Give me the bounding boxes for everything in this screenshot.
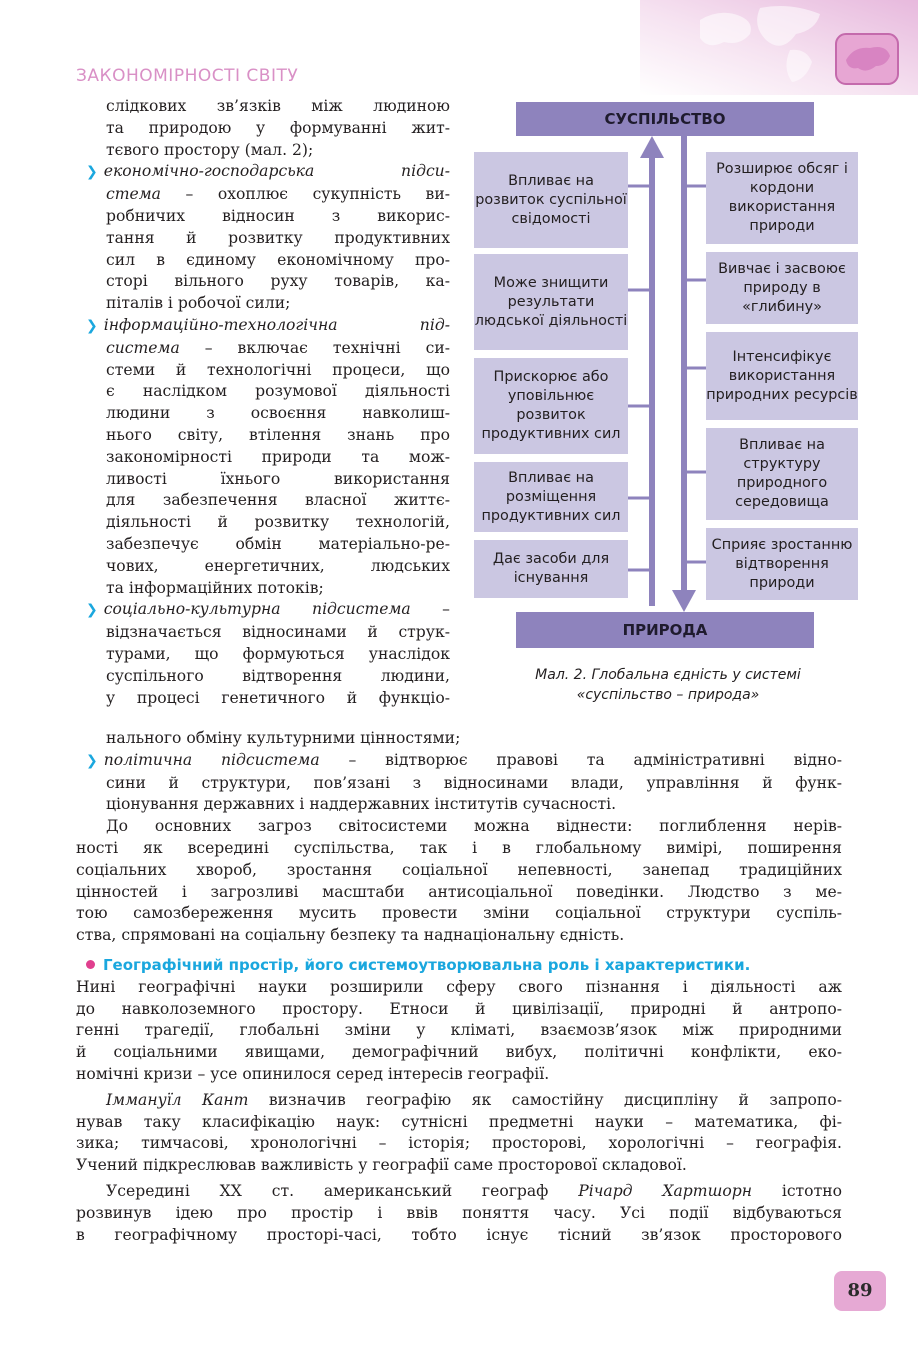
info-line: для забезпечення власної життє- (106, 491, 450, 510)
economic-term: економічно-господарська підси- (103, 162, 450, 181)
threats-line: цінностей і загрозливі масштаби антисоціальної поведінки. Людство з ме- (76, 882, 842, 901)
intro-line: тєвого простору (мал. 2); (106, 140, 314, 159)
corner-decoration (640, 0, 918, 95)
social-term: соціально-культурна підсистема (103, 600, 411, 619)
geo-line: й соціальними явищами, демографічний вибух, політичні конфлікти, еко- (76, 1043, 842, 1062)
political-line: – відтворює правові та адміністративні відно- (319, 750, 842, 769)
info-line: закономірності природи та мож- (106, 447, 450, 466)
page-number: 89 (834, 1271, 886, 1311)
social-end-line: нального обміну культурними цінностями; (106, 729, 461, 747)
left-column-text (82, 96, 450, 709)
kant-name: Іммануїл Кант (106, 1090, 249, 1109)
geo-line: генні трагедії, глобальні зміни у кліматі, взаємозв’язок між природними (76, 1021, 842, 1040)
kant-line: Учений підкреслював важливість у географії саме просторової складової. (76, 1156, 687, 1175)
kant-line: визначив географію як самостійну дисципліну й запропо- (248, 1090, 842, 1109)
hartshorne-pre: Усередині ХХ ст. американський географ (106, 1181, 579, 1200)
threats-line: соціальних хвороб, зростання соціальної непевності, занепад традиційних (76, 860, 842, 879)
caption-line-1: Мал. 2. Глобальна єдність у системі (535, 667, 801, 683)
kant-line: нував таку класифікацію наук: сутнісні предметні науки – математика, фі- (76, 1112, 842, 1131)
section-heading: Географічний простір, його системоутворювальна роль і характеристики. (103, 955, 751, 974)
info-line: – включає технічні си- (179, 338, 450, 357)
left-box: Впливає на розміщення продуктивних сил (474, 462, 628, 532)
economic-line: сил в єдиному економічному про- (106, 250, 450, 269)
left-box: Дає засоби для існування (474, 540, 628, 598)
hartshorne-name: Річард Хартшорн (578, 1181, 752, 1200)
info-line: нього світу, втілення знань про (106, 425, 450, 444)
economic-term-end: стема (106, 185, 161, 204)
right-box: Розширює обсяг і кордони використання природи (706, 152, 858, 244)
bullet-arrow-icon: ❯ (86, 317, 98, 334)
full-width-text (76, 728, 842, 1246)
economic-line: робничих відносин з викорис- (106, 206, 450, 225)
social-line: у процесі генетичного й функціо- (106, 688, 450, 707)
bullet-arrow-icon: ❯ (86, 752, 98, 769)
right-box: Вивчає і засвоює природу в «глибину» (706, 252, 858, 324)
info-line: та інформаційних потоків; (106, 578, 324, 597)
info-term: інформаційно-технологічна під- (103, 315, 450, 334)
heading-dot-icon (86, 960, 95, 969)
info-line: забезпечує обмін матеріально-ре- (106, 534, 450, 553)
left-box: Може знищити результати людської діяльності (474, 254, 628, 350)
left-box: Прискорює або уповільнює розвиток продуктивних сил (474, 358, 628, 454)
economic-line: сторі вільного руху товарів, ка- (106, 272, 450, 291)
info-line: діяльності й розвитку технологій, (106, 513, 450, 532)
threats-line: тою самозбереження мусить провести зміни соціальної структури суспіль- (76, 904, 842, 923)
right-box: Впливає на структуру природного середовища (706, 428, 858, 520)
info-term-end: система (106, 338, 180, 357)
threats-line: ності як всередині суспільства, так і в глобальному вимірі, поширення (76, 838, 842, 857)
social-line: суспільного відтворення людини, (106, 666, 450, 685)
world-map-icon (640, 0, 918, 95)
figure-caption (488, 665, 848, 705)
threats-line: До основних загроз світосистеми можна віднести: поглиблення нерів- (106, 817, 842, 836)
social-line: турами, що формуються унаслідок (106, 644, 450, 663)
bullet-arrow-icon: ❯ (86, 602, 98, 619)
left-box: Впливає на розвиток суспільної свідомості (474, 152, 628, 248)
hartshorne-post: істотно (751, 1181, 842, 1200)
political-line: ціонування державних і наддержавних інститутів сучасності. (106, 795, 617, 814)
intro-line: слідкових зв’язків між людиною (106, 97, 450, 115)
hartshorne-line: розвинув ідею про простір і ввів поняття часу. Усі події відбуваються (76, 1203, 842, 1222)
economic-line: піталів і робочої сили; (106, 294, 291, 313)
info-line: чових, енергетичних, людських (106, 556, 450, 575)
intro-line: та природою у формуванні жит- (106, 118, 450, 137)
society-nature-diagram (470, 96, 860, 666)
economic-line: – охоплює сукупність ви- (160, 185, 450, 204)
political-term: політична підсистема (103, 750, 320, 769)
social-line: відзначається відносинами й струк- (106, 623, 450, 642)
nature-bar: ПРИРОДА (516, 612, 814, 648)
info-line: є наслідком розумової діяльності (106, 382, 450, 401)
social-dash: – (410, 600, 450, 619)
kant-line: зика; тимчасові, хронологічні – історія; просторові, хорологічні – географія. (76, 1134, 842, 1153)
right-box: Сприяє зростанню відтворення природи (706, 528, 858, 600)
bullet-arrow-icon: ❯ (86, 164, 98, 181)
society-bar: СУСПІЛЬСТВО (516, 102, 814, 136)
economic-line: тання й розвитку продуктивних (106, 228, 450, 247)
caption-line-2: «суспільство – природа» (576, 687, 760, 703)
right-box: Інтенсифікує використання природних ресурсів (706, 332, 858, 420)
info-line: людини з освоєння навколиш- (106, 404, 450, 423)
threats-line: ства, спрямовані на соціальну безпеку та наднаціональну єдність. (76, 926, 625, 945)
info-line: стеми й технологічні процеси, що (106, 360, 450, 379)
section-title: ЗАКОНОМІРНОСТІ СВІТУ (76, 66, 299, 86)
info-line: ливості їхнього використання (106, 469, 450, 488)
geo-line: номічні кризи – усе опинилося серед інтересів географії. (76, 1064, 550, 1083)
geo-line: Нині географічні науки розширили сферу свого пізнання і діяльності аж (76, 977, 842, 996)
political-line: сини й структури, пов’язані з відносинами влади, управління й функ- (106, 773, 842, 792)
hartshorne-line: в географічному просторі-часі, тобто існує тісний зв’язок просторового (76, 1225, 842, 1244)
geo-line: до навколоземного простору. Етноси й цивілізації, природні й антропо- (76, 999, 842, 1018)
